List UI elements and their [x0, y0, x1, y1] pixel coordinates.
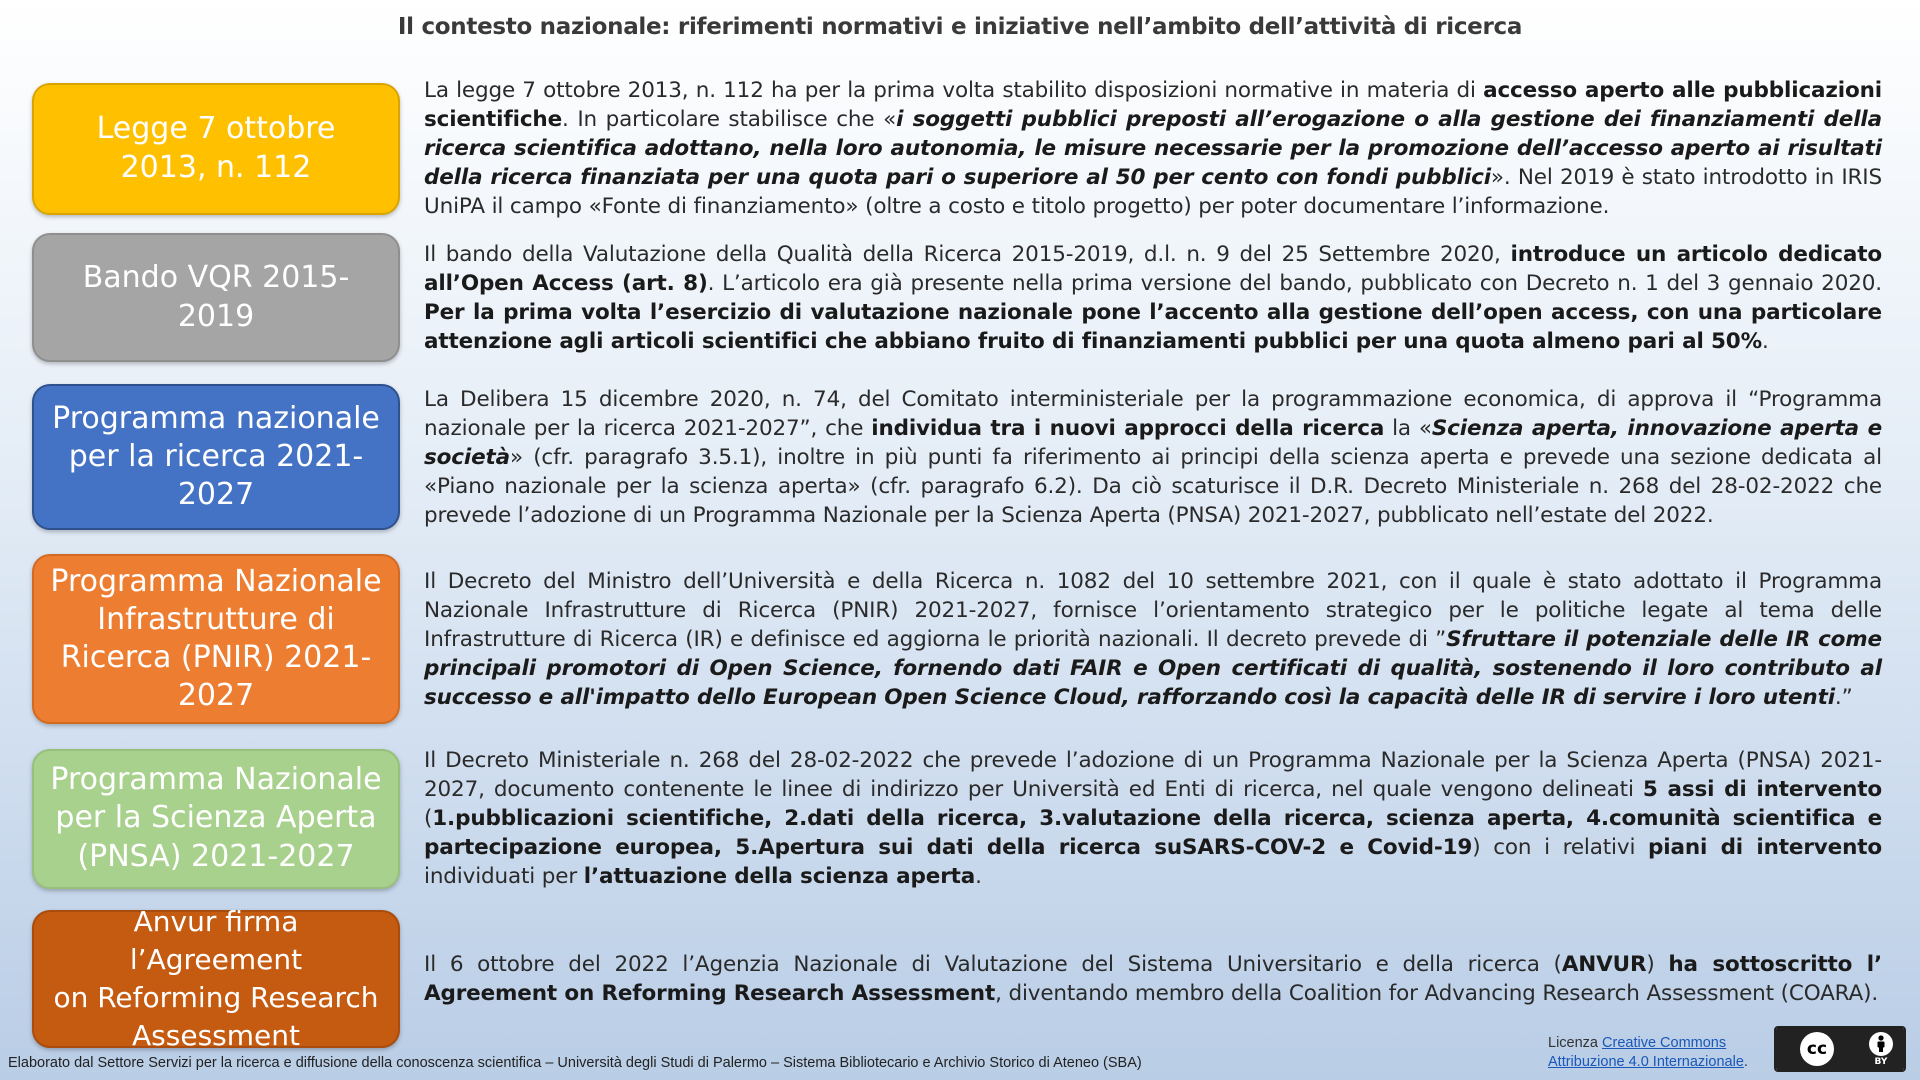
- desc-segment: piani di intervento: [1648, 835, 1882, 860]
- row-pnir: [32, 554, 1882, 724]
- desc-segment: .: [1762, 328, 1769, 354]
- desc-bando-vqr: [424, 240, 1882, 356]
- desc-segment: Per la prima volta l’esercizio di valutazione nazionale pone l’accento alla gestione dell’open access, con una particolare attenzione agli articoli scientifici che abbiano fruito di finanziamenti pubblici per una quota almeno pari al 50%: [424, 299, 1882, 354]
- desc-segment: ha sottoscritto l’ Agreement on Reforming Research Assessment: [424, 952, 1882, 1006]
- desc-segment: . L’articolo era già presente nella prima versione del bando, pubblicato con Decreto n. 1 del 3 gennaio 2020.: [707, 270, 1882, 296]
- page-title: Il contesto nazionale: riferimenti normativi e iniziative nell’ambito dell’attività di ricerca: [397, 14, 1523, 40]
- by-label: BY: [1874, 1056, 1888, 1067]
- cc-by-badge[interactable]: [1774, 1026, 1906, 1072]
- desc-segment: .: [975, 864, 982, 889]
- desc-segment: ): [1646, 952, 1669, 977]
- desc-segment: , diventando membro della Coalition for Advancing Research Assessment (COARA).: [995, 981, 1879, 1006]
- license-suffix: .: [1743, 1054, 1748, 1070]
- label-box-pnr: [32, 384, 400, 530]
- desc-segment: l’attuazione della scienza aperta: [583, 864, 976, 889]
- attribution-license-link[interactable]: Attribuzione 4.0 Internazionale: [1548, 1054, 1744, 1070]
- desc-segment: Il bando della Valutazione della Qualità della Ricerca 2015-2019, d.l. n. 9 del 25 Settembre 2020,: [424, 241, 1511, 267]
- desc-pnsa: [424, 746, 1882, 891]
- box-label: Programma nazionale per la ricerca 2021- 2027: [52, 400, 380, 513]
- box-label: Programma Nazionale Infrastrutture di Ricerca (PNIR) 2021- 2027: [50, 563, 382, 714]
- box-label: Bando VQR 2015- 2019: [82, 260, 350, 334]
- row-legge-112: [32, 76, 1882, 221]
- desc-segment: . In particolare stabilisce che «: [562, 107, 897, 132]
- label-box-anvur: [32, 904, 400, 1053]
- desc-segment: 5 assi di intervento: [1642, 777, 1882, 802]
- desc-segment: (: [424, 806, 433, 831]
- desc-segment: 1.pubblicazioni scientifiche, 2.dati della ricerca, 3.valutazione della ricerca, scienza aperta, 4.comunità scientifica e partecipazione europea, 5.Apertura sui dati della ricerca suSARS-COV-2 e Covid-19: [424, 806, 1882, 860]
- attribution-person-icon: [1869, 1032, 1893, 1056]
- row-bando-vqr: [32, 233, 1882, 362]
- desc-segment: La legge 7 ottobre 2013, n. 112 ha per la prima volta stabilito disposizioni normative in materia di: [424, 78, 1484, 103]
- footer-credits: Elaborato dal Settore Servizi per la ricerca e diffusione della conoscenza scientifica – Università degli Studi di Palermo – Sistema Bibliotecario e Archivio Storico di Ateneo (SBA): [8, 1055, 1142, 1071]
- desc-segment: Il Decreto Ministeriale n. 268 del 28-02-2022 che prevede l’adozione di un Programma Nazionale per la Scienza Aperta (PNSA) 2021-2027, documento contenente le linee di indirizzo per Università ed Enti di ricerca, nel quale vengono delineati: [424, 748, 1882, 802]
- desc-segment: individuati per: [424, 864, 584, 889]
- cc-icon: cc: [1800, 1032, 1834, 1066]
- desc-segment: Scienza aperta, innovazione aperta e società: [424, 415, 1883, 470]
- desc-segment: ». Nel 2019 è stato introdotto in IRIS UniPA il campo «Fonte di finanziamento» (oltre a costo e titolo progetto) per poter documentare l’informazione.: [424, 165, 1882, 219]
- row-pnsa: [32, 746, 1882, 891]
- license-prefix: Licenza: [1548, 1035, 1603, 1051]
- desc-segment: Sfruttare il potenziale delle IR come principali promotori di Open Science, fornendo dati FAIR e Open certificati di qualità, sostenendo il loro contributo al successo e all'impatto dello European Open Science Cloud, rafforzando così la capacità delle IR di servire i loro utenti: [424, 626, 1882, 710]
- desc-pnir: [424, 567, 1882, 712]
- desc-segment: .”: [1834, 684, 1853, 710]
- label-box-pnsa: [32, 749, 400, 889]
- box-label: Programma Nazionale per la Scienza Aperta (PNSA) 2021-2027: [50, 762, 382, 874]
- desc-segment: Il 6 ottobre del 2022 l’Agenzia Nazionale di Valutazione del Sistema Universitario e della ricerca (: [424, 952, 1562, 977]
- desc-pnr: [424, 385, 1882, 530]
- desc-segment: » (cfr. paragrafo 3.5.1), inoltre in più punti fa riferimento ai principi della scienza aperta e prevede una sezione dedicata al «Piano nazionale per la scienza aperta» (cfr. paragrafo 6.2). Da ciò scaturisce il D.R. Decreto Ministeriale n. 268 del 28-02-2022 che prevede l’adozione di un Programma Nazionale per la Scienza Aperta (PNSA) 2021-2027, pubblicato nell’estate del 2022.: [424, 444, 1882, 528]
- desc-segment: Il Decreto del Ministro dell’Università e della Ricerca n. 1082 del 10 settembre 2021, con il quale è stato adottato il Programma Nazionale Infrastrutture di Ricerca (PNIR) 2021-2027, fornisce l’orientamento strategico per le politiche legate al tema delle Infrastrutture di Ricerca (IR) e definisce ed aggiorna le priorità nazionali. Il decreto prevede di ”: [424, 568, 1882, 652]
- desc-segment: i soggetti pubblici preposti all’erogazione o alla gestione dei finanziamenti della ricerca scientifica adottano, nella loro autonomia, le misure necessarie per la promozione dell’accesso aperto ai risultati della ricerca finanziata per una quota pari o superiore al 50 per cento con fondi pubblici: [424, 107, 1882, 190]
- creative-commons-link[interactable]: Creative Commons: [1602, 1035, 1727, 1051]
- label-box-pnir: [32, 554, 400, 724]
- license-text: [1548, 1034, 1748, 1072]
- desc-anvur: [424, 950, 1882, 1008]
- desc-segment: introduce un articolo dedicato all’Open Access (art. 8): [424, 241, 1882, 296]
- desc-segment: ANVUR: [1561, 952, 1647, 977]
- label-box-legge-112: [32, 83, 400, 215]
- desc-legge-112: [424, 76, 1882, 221]
- desc-segment: ) con i relativi: [1472, 835, 1648, 860]
- box-label: Anvur firma l’Agreement on Reforming Research Assessment: [53, 904, 379, 1053]
- label-box-bando-vqr: [32, 233, 400, 362]
- desc-segment: individua tra i nuovi approcci della ricerca: [871, 415, 1385, 441]
- desc-segment: la «: [1384, 415, 1432, 441]
- desc-segment: La Delibera 15 dicembre 2020, n. 74, del Comitato interministeriale per la programmazione economica, di approva il “Programma nazionale per la ricerca 2021-2027”, che: [424, 386, 1882, 441]
- desc-segment: accesso aperto alle pubblicazioni scientifiche: [424, 78, 1882, 132]
- box-label: Legge 7 ottobre 2013, n. 112: [96, 111, 336, 185]
- row-pnr: [32, 384, 1882, 530]
